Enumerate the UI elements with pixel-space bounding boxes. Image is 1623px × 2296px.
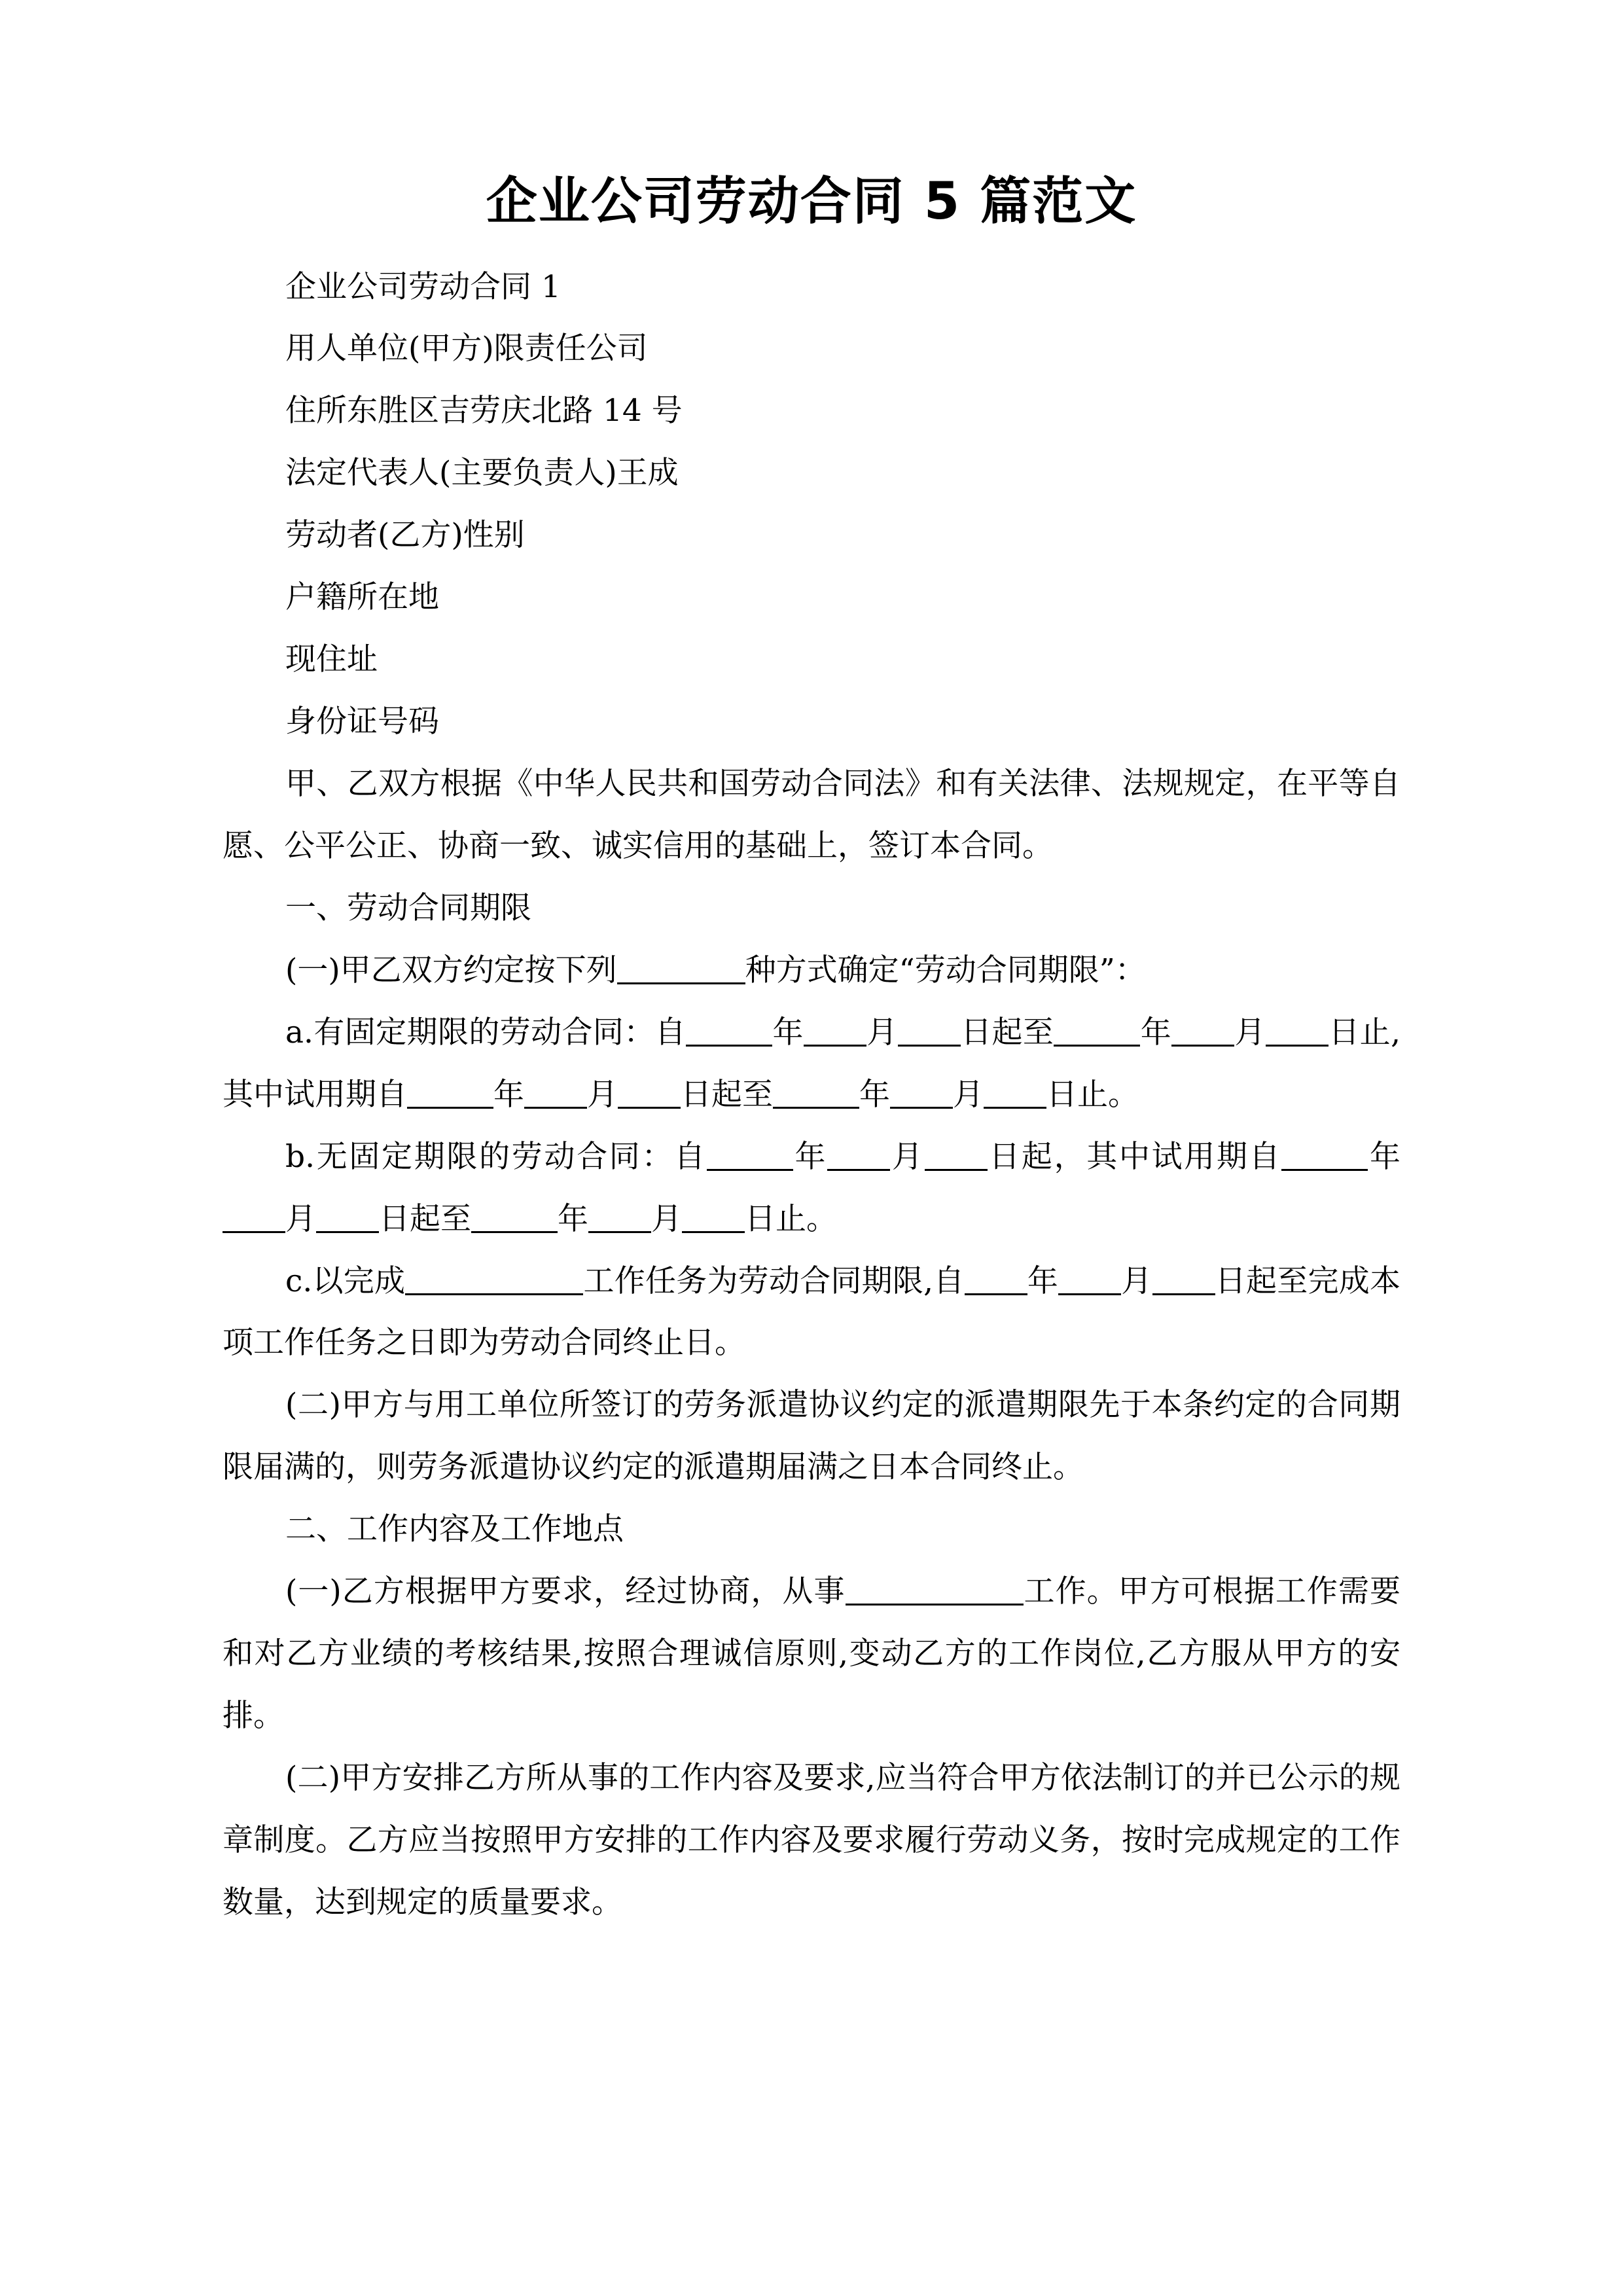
employer-line: 用人单位(甲方)限责任公司 [285, 331, 648, 367]
option-b-t1: 年 [793, 1138, 828, 1175]
option-b-t4: 年 [1368, 1138, 1401, 1175]
blank-field[interactable] [773, 1107, 859, 1109]
legal-representative-line: 法定代表人(主要负责人)王成 [285, 455, 679, 492]
option-a-t4: 年 [1140, 1014, 1172, 1050]
option-b-t9: 日止。 [745, 1200, 837, 1237]
section-two-item-one-suffix: 工作。甲方可根据工作需要和对乙方业绩的考核结果,按照合理诚信原则,变动乙方的工作岗位,乙方服从甲方的安排。 [223, 1573, 1401, 1734]
blank-field[interactable] [682, 1231, 745, 1233]
section-two-item-one [223, 1561, 1400, 1748]
preamble-paragraph: 甲、乙双方根据《中华人民共和国劳动合同法》和有关法律、法规规定，在平等自愿、公平公正、协商一致、诚实信用的基础上，签订本合同。 [223, 766, 1400, 864]
blank-field[interactable] [898, 1045, 961, 1047]
option-a-t9: 日起至 [681, 1076, 773, 1113]
section-one-option-a [223, 1002, 1400, 1126]
document-body [223, 257, 1400, 1934]
option-c-t4: 日起至完成本项工作任务之日即为劳动合同终止日。 [223, 1263, 1400, 1361]
option-a-t12: 日止。 [1046, 1076, 1139, 1113]
section-one-option-b [223, 1126, 1400, 1251]
blank-field[interactable] [827, 1169, 890, 1171]
blank-field[interactable] [1171, 1045, 1234, 1047]
option-a-t5: 月 [1234, 1014, 1266, 1050]
option-b-t6: 日起至 [379, 1200, 471, 1237]
blank-field[interactable] [965, 1293, 1027, 1295]
option-a-t6: 日止,其中试用期自 [223, 1014, 1401, 1113]
blank-field[interactable] [1058, 1293, 1121, 1295]
option-b-t8: 月 [651, 1200, 682, 1237]
section-one-item-two: (二)甲方与用工单位所签订的劳务派遣协议约定的派遣期限先于本条约定的合同期限届满的，则劳务派遣协议约定的派遣期届满之日本合同终止。 [223, 1387, 1400, 1486]
blank-field[interactable] [984, 1107, 1046, 1109]
option-c-t2: 年 [1027, 1263, 1059, 1299]
section-two-item-one-prefix: (一)乙方根据甲方要求，经过协商，从事 [285, 1573, 846, 1610]
heading-label: 企业公司劳动合同 1 [285, 268, 561, 305]
option-c-t1: 工作任务为劳动合同期限,自 [583, 1263, 965, 1299]
current-address-line: 现住址 [285, 641, 378, 678]
blank-field[interactable] [588, 1231, 651, 1233]
section-heading-two: 二、工作内容及工作地点 [285, 1511, 624, 1548]
blank-field[interactable] [405, 1293, 583, 1295]
option-a-t8: 月 [587, 1076, 618, 1113]
blank-field[interactable] [1054, 1045, 1140, 1047]
option-c-lead: c.以完成 [285, 1263, 406, 1299]
option-a-t11: 月 [953, 1076, 984, 1113]
blank-field[interactable] [846, 1604, 1024, 1605]
section-heading-one: 一、劳动合同期限 [285, 889, 531, 926]
option-b-t5: 月 [285, 1200, 316, 1237]
blank-field[interactable] [804, 1045, 866, 1047]
section-one-option-c [223, 1251, 1400, 1375]
employee-line: 劳动者(乙方)性别 [285, 517, 525, 554]
blank-field[interactable] [618, 1107, 681, 1109]
blank-field[interactable] [1152, 1293, 1215, 1295]
option-b-t3: 日起，其中试用期自 [987, 1138, 1282, 1175]
blank-field[interactable] [1281, 1169, 1368, 1171]
blank-field[interactable] [316, 1231, 379, 1233]
blank-field[interactable] [890, 1107, 953, 1109]
blank-field[interactable] [524, 1107, 587, 1109]
option-a-t7: 年 [493, 1076, 524, 1113]
option-a-lead: a.有固定期限的劳动合同：自 [285, 1014, 687, 1050]
section-two-item-two: (二)甲方安排乙方所从事的工作内容及要求,应当符合甲方依法制订的并已公示的规章制度。乙方应当按照甲方安排的工作内容及要求履行劳动义务，按时完成规定的工作数量，达到规定的质量要求。 [223, 1760, 1400, 1920]
blank-field[interactable] [471, 1231, 558, 1233]
section-one-item-one-prefix: (一)甲乙双方约定按下列 [285, 952, 617, 988]
blank-field[interactable] [407, 1107, 493, 1109]
option-a-t2: 月 [866, 1014, 898, 1050]
option-c-t3: 月 [1121, 1263, 1152, 1299]
blank-field[interactable] [686, 1045, 772, 1047]
page-title: 企业公司劳动合同 5 篇范文 [486, 172, 1137, 231]
option-a-t1: 年 [772, 1014, 804, 1050]
blank-field[interactable] [707, 1169, 793, 1171]
household-registration-line: 户籍所在地 [285, 579, 439, 616]
option-a-t3: 日起至 [960, 1014, 1054, 1050]
blank-field[interactable] [1266, 1045, 1329, 1047]
blank-field[interactable] [223, 1231, 285, 1233]
option-a-t10: 年 [859, 1076, 890, 1113]
section-one-item-one-suffix: 种方式确定“劳动合同期限”： [745, 952, 1146, 988]
id-number-line: 身份证号码 [285, 704, 439, 740]
blank-field[interactable] [617, 982, 745, 984]
address-line: 住所东胜区吉劳庆北路 14 号 [285, 393, 683, 429]
section-one-item-one [223, 940, 1400, 1002]
option-b-lead: b.无固定期限的劳动合同：自 [285, 1138, 707, 1175]
option-b-t2: 月 [890, 1138, 925, 1175]
blank-field[interactable] [925, 1169, 988, 1171]
option-b-t7: 年 [558, 1200, 588, 1237]
